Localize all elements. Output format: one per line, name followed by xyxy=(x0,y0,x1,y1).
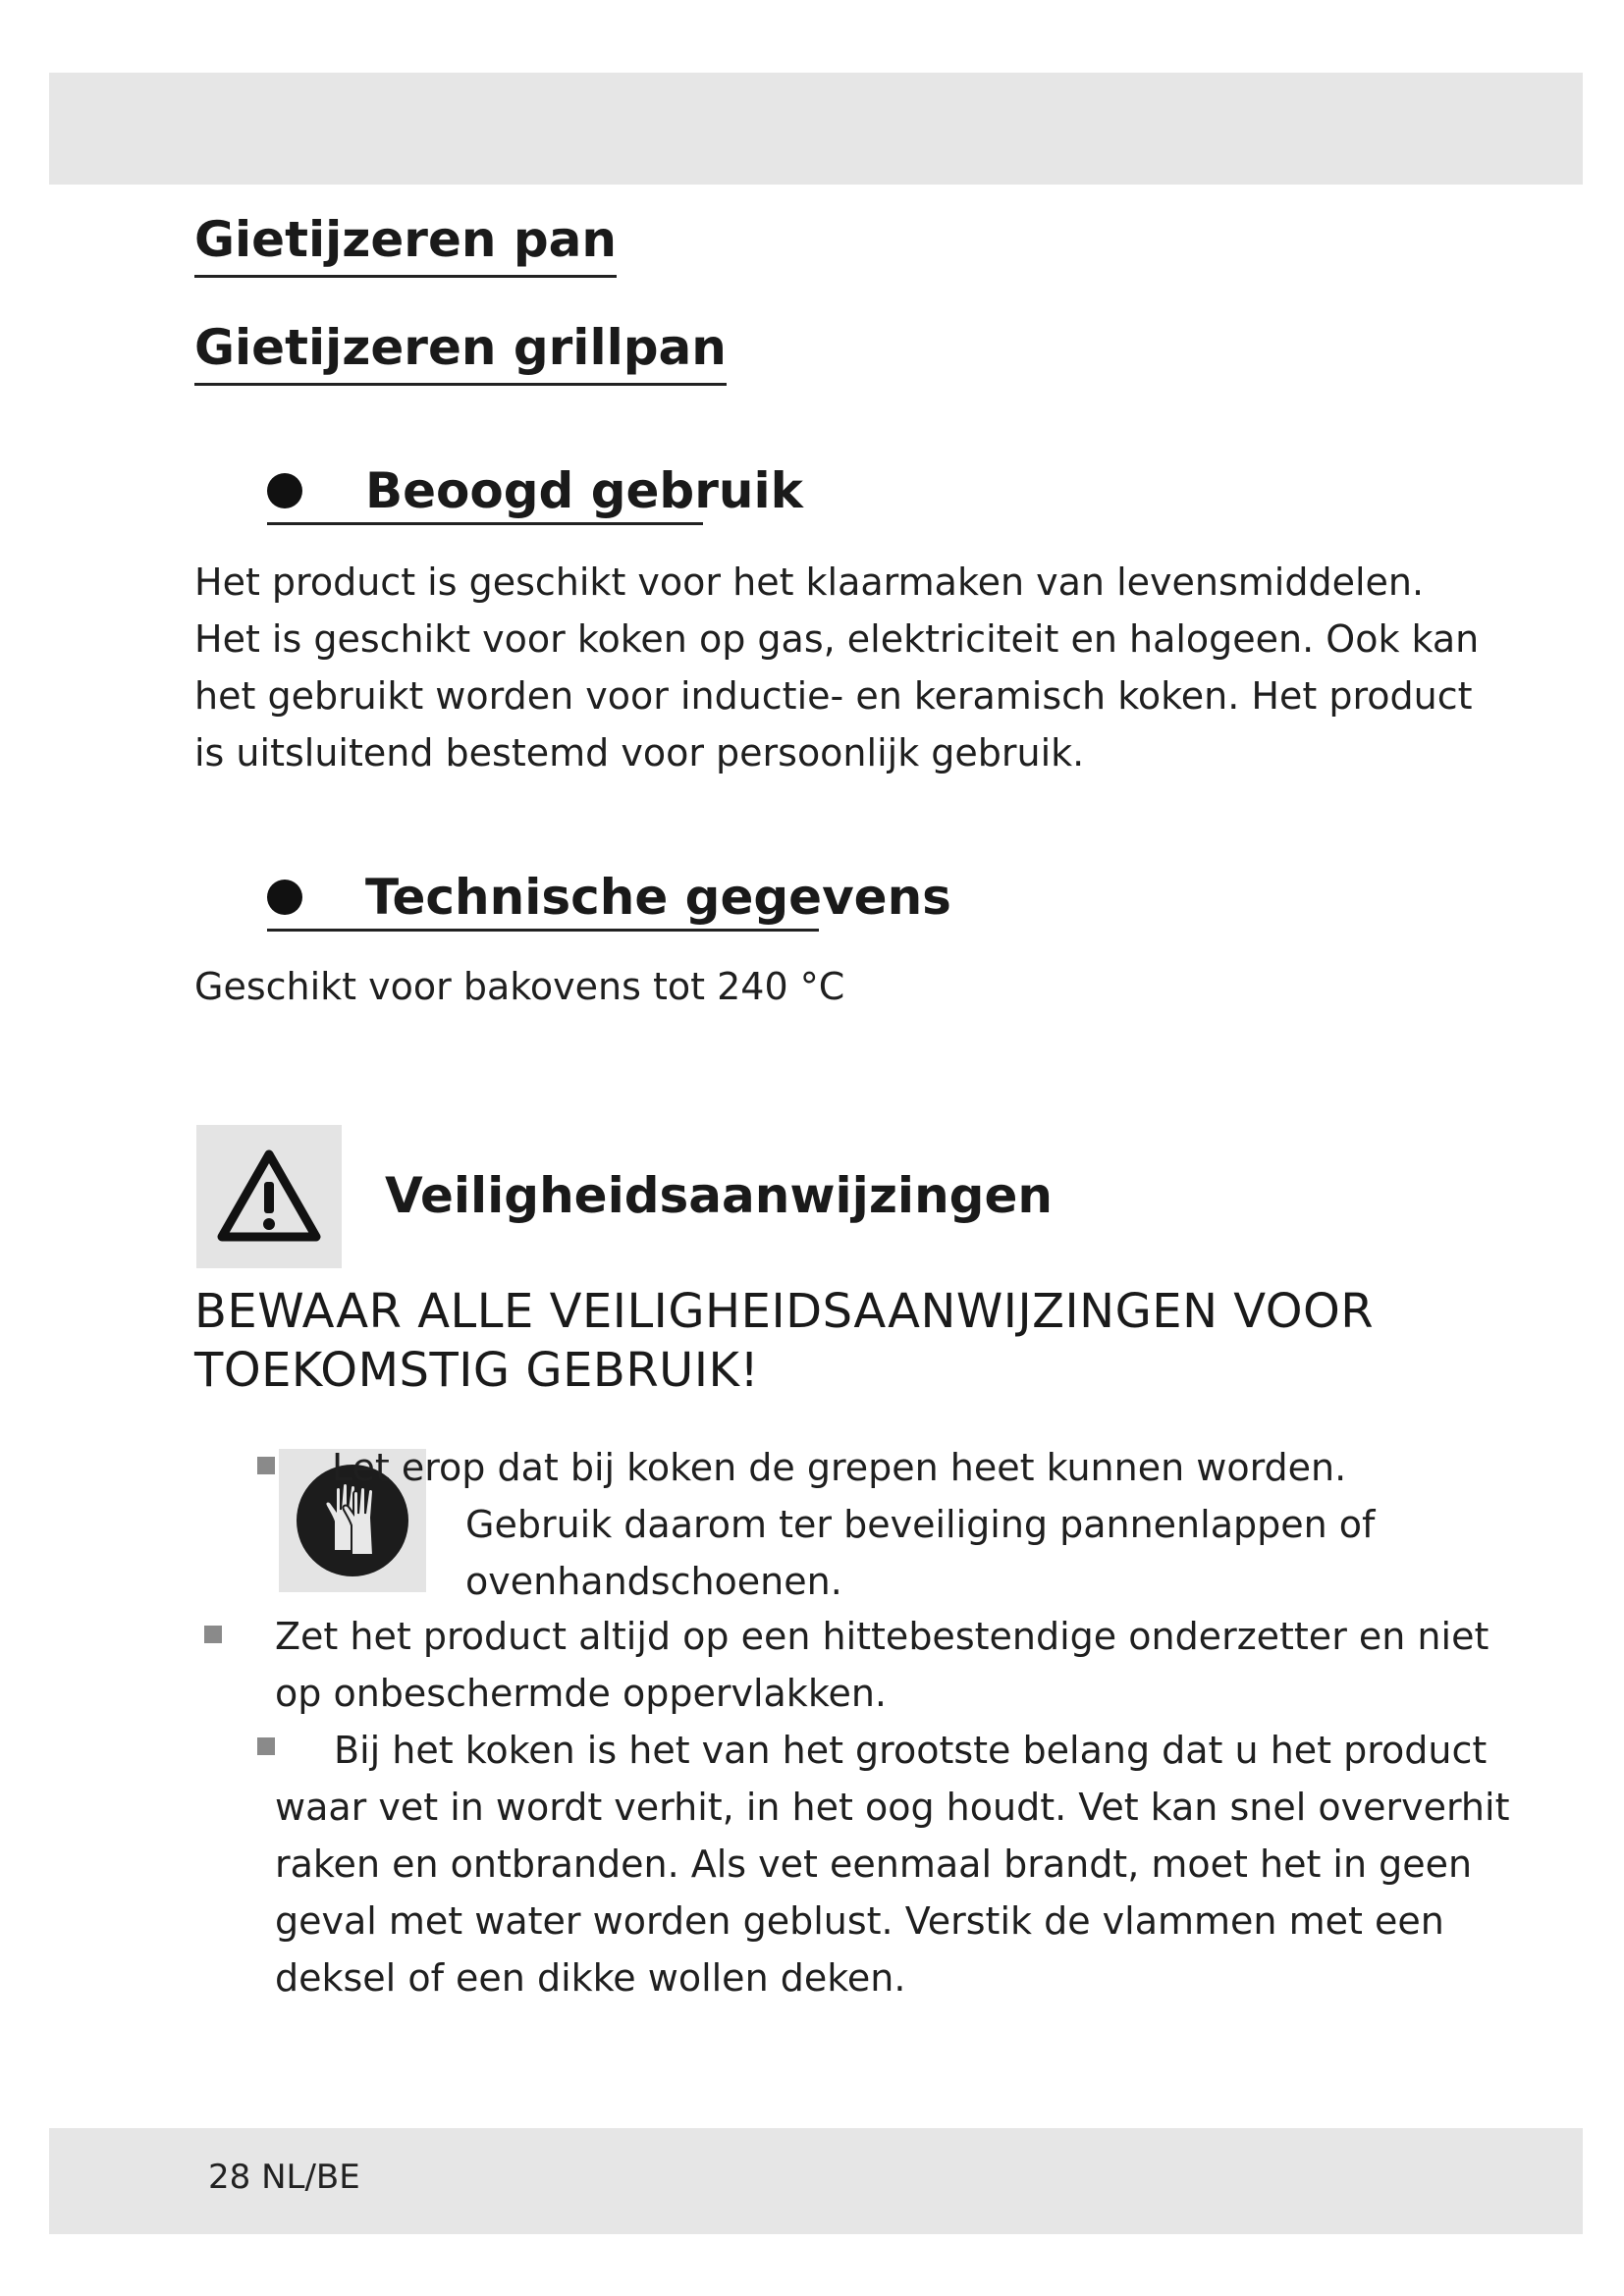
safety-item-3-line-3: raken en ontbranden. Als vet eenmaal brandt, moet het in geen xyxy=(275,1842,1473,1886)
safety-item-3-line-4: geval met water worden geblust. Verstik de vlammen met een xyxy=(275,1899,1444,1943)
safety-item-2-line-2: op onbeschermde oppervlakken. xyxy=(275,1672,888,1715)
safety-caps-notice: BEWAAR ALLE VEILIGHEIDSAANWIJZINGEN VOOR TOEKOMSTIG GEBRUIK! xyxy=(194,1284,1375,1398)
technical-text: Geschikt voor bakovens tot 240 °C xyxy=(194,965,845,1008)
safety-item-3-line-1: Bij het koken is het van het grootste belang dat u het product xyxy=(334,1729,1488,1772)
bullet-dot-icon xyxy=(267,880,302,915)
header-band xyxy=(49,73,1583,185)
heading-underline xyxy=(267,522,703,525)
page-number: 28 NL/BE xyxy=(208,2158,360,2197)
square-bullet-icon xyxy=(257,1457,275,1474)
product-subtitle: Gietijzeren grillpan xyxy=(194,318,727,386)
heading-underline xyxy=(267,929,819,932)
safety-item-3-line-2: waar vet in wordt verhit, in het oog houdt. Vet kan snel oververhit xyxy=(275,1786,1510,1829)
intended-use-text: Het product is geschikt voor het klaarmaken van levensmiddelen. Het is geschikt voor koken op gas, elektriciteit en halogeen. Ook kan het gebruikt worden voor inductie- en keramisch koken. Het product is uitsluitend bestemd voor persoonlijk gebruik. xyxy=(194,561,1480,774)
product-title: Gietijzeren pan xyxy=(194,210,617,278)
intended-use-heading: Beoogd gebruik xyxy=(365,462,803,519)
safety-item-1-line-2: Gebruik daarom ter beveiliging pannenlappen of xyxy=(465,1503,1376,1546)
safety-item-1-line-3: ovenhandschoenen. xyxy=(465,1560,842,1603)
square-bullet-icon xyxy=(257,1737,275,1755)
technical-heading: Technische gegevens xyxy=(365,869,951,926)
safety-heading: Veiligheidsaanwijzingen xyxy=(385,1167,1053,1224)
warning-triangle-icon xyxy=(196,1125,342,1268)
safety-item-3-line-5: deksel of een dikke wollen deken. xyxy=(275,1956,906,2000)
safety-item-1-line-1: Let erop dat bij koken de grepen heet kunnen worden. xyxy=(332,1446,1347,1489)
bullet-dot-icon xyxy=(267,473,302,508)
safety-item-2-line-1: Zet het product altijd op een hittebestendige onderzetter en niet xyxy=(275,1615,1489,1658)
square-bullet-icon xyxy=(204,1626,222,1643)
